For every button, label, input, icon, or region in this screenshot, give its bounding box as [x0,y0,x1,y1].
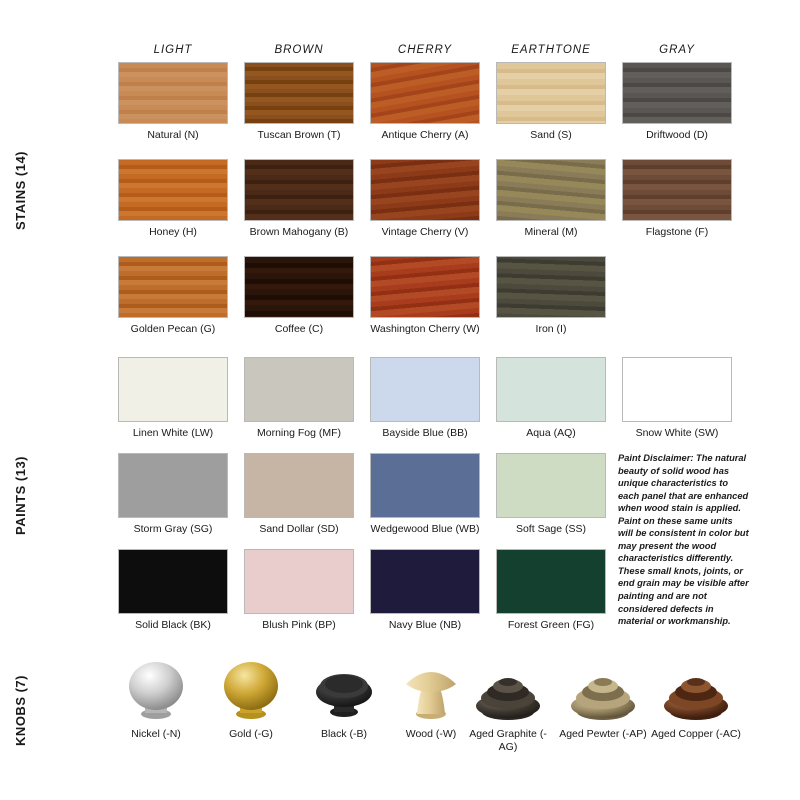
paint-swatch-navy-blue[interactable] [370,549,480,632]
knob-icon-aged-copper [648,650,744,722]
stain-color-golden-pecan [118,256,228,318]
paint-color-aqua [496,357,606,422]
paint-swatch-aqua[interactable] [496,357,606,440]
stain-caption-sand: Sand (S) [530,129,572,141]
stain-color-brown-mahogany [244,159,354,221]
paint-swatch-blush-pink[interactable] [244,549,354,632]
stain-group-header-earthtone: EARTHTONE [511,44,591,56]
stain-swatch-driftwood[interactable] [622,62,732,142]
knob-option-black[interactable] [296,650,392,741]
stain-swatch-tuscan-brown[interactable] [244,62,354,142]
stain-swatch-coffee[interactable] [244,256,354,336]
paint-swatch-solid-black[interactable] [118,549,228,632]
paint-swatch-morning-fog[interactable] [244,357,354,440]
paint-disclaimer [618,452,750,628]
stain-caption-antique-cherry: Antique Cherry (A) [381,129,469,141]
knob-caption-wood: Wood (-W) [405,728,457,740]
knob-caption-aged-pewter: Aged Pewter (-AP) [559,728,647,740]
stain-swatch-iron[interactable] [496,256,606,336]
paint-caption-storm-gray: Storm Gray (SG) [133,523,213,535]
stain-caption-flagstone: Flagstone (F) [645,226,709,238]
paint-swatch-forest-green[interactable] [496,549,606,632]
stain-swatch-antique-cherry[interactable] [370,62,480,142]
paint-caption-blush-pink: Blush Pink (BP) [262,619,336,631]
paint-disclaimer-body: : The natural beauty of solid wood has unique characteristics to each panel that are enhanced when wood stain is applied. Paint on these same units will be consistent in color but may present the wood characteristics differently. These small knots, joints, or end grain may be visible after painting and are not considered defects in material or workmanship. [618,453,749,627]
knob-option-aged-pewter[interactable] [555,650,651,741]
stain-caption-natural: Natural (N) [147,129,199,141]
stain-swatch-vintage-cherry[interactable] [370,159,480,239]
stain-swatch-flagstone[interactable] [622,159,732,239]
paint-color-storm-gray [118,453,228,518]
paint-color-soft-sage [496,453,606,518]
paint-swatch-bayside-blue[interactable] [370,357,480,440]
knob-icon-nickel [108,650,204,722]
stain-color-driftwood [622,62,732,124]
stain-color-natural [118,62,228,124]
paint-caption-navy-blue: Navy Blue (NB) [388,619,462,631]
stain-caption-iron: Iron (I) [535,323,567,335]
knob-icon-black [296,650,392,722]
paint-caption-sand-dollar: Sand Dollar (SD) [259,523,339,535]
stain-caption-mineral: Mineral (M) [524,226,578,238]
stain-group-header-cherry: CHERRY [397,44,453,56]
paint-caption-morning-fog: Morning Fog (MF) [256,427,341,439]
stain-caption-washington-cherry: Washington Cherry (W) [370,323,480,335]
knob-option-gold[interactable] [203,650,299,741]
paint-color-solid-black [118,549,228,614]
paint-swatch-linen-white[interactable] [118,357,228,440]
section-label-paints-text: PAINTS (13) [12,455,28,535]
paint-swatch-snow-white[interactable] [622,357,732,440]
knob-option-aged-copper[interactable] [648,650,744,741]
stain-swatch-natural[interactable] [118,62,228,142]
stain-caption-honey: Honey (H) [149,226,197,238]
paint-swatch-wedgewood-blue[interactable] [370,453,480,536]
stain-swatch-honey[interactable] [118,159,228,239]
paint-color-wedgewood-blue [370,453,480,518]
stain-caption-driftwood: Driftwood (D) [646,129,708,141]
stain-swatch-brown-mahogany[interactable] [244,159,354,239]
knob-option-aged-graphite[interactable] [460,650,556,754]
knob-option-nickel[interactable] [108,650,204,741]
stain-caption-brown-mahogany: Brown Mahogany (B) [249,226,349,238]
stain-color-flagstone [622,159,732,221]
stain-group-header-gray: GRAY [659,44,695,56]
paint-color-morning-fog [244,357,354,422]
paint-swatch-sand-dollar[interactable] [244,453,354,536]
stain-swatch-golden-pecan[interactable] [118,256,228,336]
stain-color-mineral [496,159,606,221]
stain-caption-golden-pecan: Golden Pecan (G) [130,323,216,335]
stain-color-honey [118,159,228,221]
paint-caption-soft-sage: Soft Sage (SS) [515,523,587,535]
section-label-stains [0,40,40,340]
knob-caption-nickel: Nickel (-N) [131,728,181,740]
paint-color-snow-white [622,357,732,422]
stain-color-iron [496,256,606,318]
paint-color-sand-dollar [244,453,354,518]
stain-color-vintage-cherry [370,159,480,221]
stain-color-washington-cherry [370,256,480,318]
stain-swatch-sand[interactable] [496,62,606,142]
stain-caption-tuscan-brown: Tuscan Brown (T) [257,129,341,141]
stain-group-header-brown: BROWN [274,44,324,56]
stain-color-antique-cherry [370,62,480,124]
section-label-paints [0,350,40,640]
paint-color-forest-green [496,549,606,614]
paint-caption-forest-green: Forest Green (FG) [507,619,595,631]
stain-caption-vintage-cherry: Vintage Cherry (V) [381,226,469,238]
stain-caption-coffee: Coffee (C) [274,323,324,335]
knob-caption-aged-copper: Aged Copper (-AC) [651,728,741,740]
knob-caption-aged-graphite: Aged Graphite (-AG) [469,728,547,754]
stain-color-coffee [244,256,354,318]
paint-swatch-soft-sage[interactable] [496,453,606,536]
stain-color-tuscan-brown [244,62,354,124]
section-label-knobs [0,650,40,770]
paint-caption-solid-black: Solid Black (BK) [135,619,211,631]
paint-caption-aqua: Aqua (AQ) [526,427,576,439]
stain-color-sand [496,62,606,124]
stain-swatch-mineral[interactable] [496,159,606,239]
paint-disclaimer-title: Paint Disclaimer [618,453,691,463]
paint-caption-snow-white: Snow White (SW) [635,427,719,439]
knob-icon-gold [203,650,299,722]
stain-group-header-light: LIGHT [153,44,193,56]
paint-caption-wedgewood-blue: Wedgewood Blue (WB) [370,523,480,535]
stain-swatch-washington-cherry[interactable] [370,256,480,336]
knob-caption-black: Black (-B) [320,728,368,740]
section-label-stains-text: STAINS (14) [12,150,28,230]
paint-swatch-storm-gray[interactable] [118,453,228,536]
knob-icon-aged-pewter [555,650,651,722]
paint-color-bayside-blue [370,357,480,422]
paint-color-navy-blue [370,549,480,614]
paint-caption-linen-white: Linen White (LW) [132,427,214,439]
section-label-knobs-text: KNOBS (7) [12,674,28,746]
knob-caption-gold: Gold (-G) [229,728,273,740]
paint-color-blush-pink [244,549,354,614]
paint-color-linen-white [118,357,228,422]
paint-caption-bayside-blue: Bayside Blue (BB) [382,427,468,439]
knob-icon-aged-graphite [460,650,556,722]
